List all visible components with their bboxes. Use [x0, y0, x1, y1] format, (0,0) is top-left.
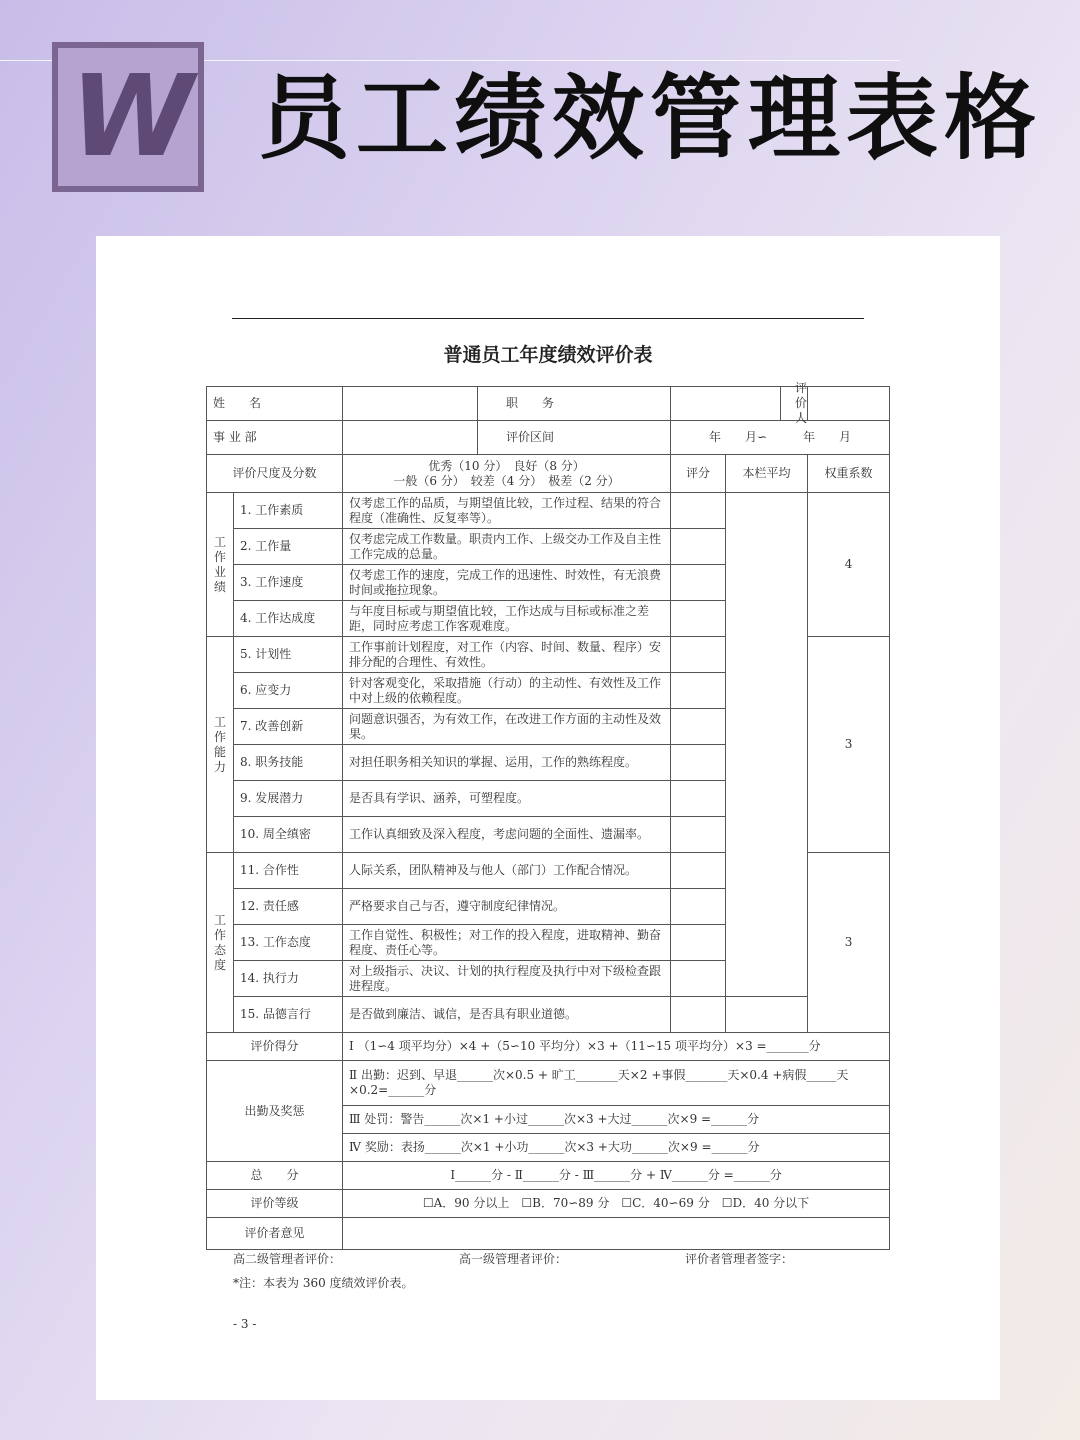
- form-title: 普通员工年度绩效评价表: [443, 344, 653, 366]
- score-cell[interactable]: [671, 781, 726, 817]
- evaluation-table: [206, 381, 890, 1250]
- score-cell[interactable]: [671, 997, 726, 1033]
- criteria-description: 工作自觉性、积极性；对工作的投入程度，进取精神、勤奋程度、责任心等。: [343, 925, 671, 961]
- score-cell[interactable]: [671, 817, 726, 853]
- info-row-2: [207, 421, 890, 455]
- criteria-name: 13. 工作态度: [234, 925, 343, 961]
- total-row: [207, 1162, 890, 1190]
- criteria-name: 4. 工作达成度: [234, 601, 343, 637]
- criteria-name: 1. 工作素质: [234, 493, 343, 529]
- score-cell[interactable]: [671, 925, 726, 961]
- attendance-row: [207, 1061, 890, 1106]
- group-label-char: 作: [213, 729, 226, 744]
- criteria-name: 14. 执行力: [234, 961, 343, 997]
- attendance-label: 出勤及奖惩: [207, 1061, 343, 1162]
- department-field[interactable]: [343, 421, 478, 454]
- criteria-description: 对担任职务相关知识的掌握、运用，工作的熟练程度。: [343, 745, 671, 781]
- grade-label: 评价等级: [207, 1190, 343, 1218]
- score-cell[interactable]: [671, 961, 726, 997]
- opinion-field[interactable]: [343, 1218, 890, 1250]
- opinion-label: 评价者意见: [207, 1218, 343, 1250]
- criteria-description: 问题意识强否，为有效工作，在改进工作方面的主动性及效果。: [343, 709, 671, 745]
- score-row-label: 评价得分: [207, 1033, 343, 1061]
- criteria-name: 7. 改善创新: [234, 709, 343, 745]
- criteria-name: 5. 计划性: [234, 637, 343, 673]
- scale-line-1: 优秀（10 分） 良好（8 分）: [428, 458, 585, 473]
- score-cell[interactable]: [671, 601, 726, 637]
- scale-label: 评价尺度及分数: [207, 455, 343, 493]
- criteria-name: 10. 周全缜密: [234, 817, 343, 853]
- weight-value: 4: [808, 493, 890, 637]
- penalty-formula[interactable]: Ⅲ 处罚：警告______次×1 +小过______次×3 +大过______次×9 =______分: [343, 1106, 890, 1134]
- department-label: 事 业 部: [207, 421, 343, 455]
- criteria-row: [207, 493, 890, 529]
- criteria-description: 对上级指示、决议、计划的执行程度及执行中对下级检查跟进程度。: [343, 961, 671, 997]
- form-note: *注：本表为 360 度绩效评价表。: [233, 1276, 414, 1290]
- criteria-description: 工作认真细致及深入程度，考虑问题的全面性、遗漏率。: [343, 817, 671, 853]
- criteria-name: 2. 工作量: [234, 529, 343, 565]
- criteria-description: 仅考虑工作的品质，与期望值比较，工作过程、结果的符合程度（准确性、反复率等）。: [343, 493, 671, 529]
- page-title: 员工绩效管理表格: [258, 65, 1043, 172]
- group-label-char: 作: [213, 549, 226, 564]
- column-average-cell[interactable]: [726, 493, 808, 997]
- criteria-description: 是否具有学识、涵养，可塑程度。: [343, 781, 671, 817]
- score-cell[interactable]: [671, 889, 726, 925]
- score-row: [207, 1033, 890, 1061]
- group-label-char: 度: [213, 957, 226, 972]
- criteria-description: 是否做到廉洁、诚信，是否具有职业道德。: [343, 997, 671, 1033]
- criteria-name: 11. 合作性: [234, 853, 343, 889]
- group-label-char: 力: [213, 759, 226, 774]
- score-cell[interactable]: [671, 853, 726, 889]
- group-label-char: 工: [213, 912, 226, 927]
- criteria-description: 工作事前计划程度，对工作（内容、时间、数量、程序）安排分配的合理性、有效性。: [343, 637, 671, 673]
- evaluator-label: 评 价 人: [795, 381, 808, 425]
- attendance-formula[interactable]: Ⅱ 出勤：迟到、早退______次×0.5 + 旷工_______天×2 +事假_______天×0.4 +病假_____天×0.2=______分: [343, 1061, 890, 1106]
- scale-row: [207, 455, 890, 493]
- logo-letter: W: [70, 52, 186, 182]
- top-rule: [232, 318, 864, 319]
- total-formula[interactable]: Ⅰ______分 - Ⅱ______分 - Ⅲ______分 + Ⅳ______分 =______分: [343, 1162, 890, 1190]
- document-page: [96, 236, 1000, 1400]
- scale-description: [343, 455, 671, 493]
- group-label-char: 工: [213, 714, 226, 729]
- criteria-description: 严格要求自己与否，遵守制度纪律情况。: [343, 889, 671, 925]
- signature-evaluator: 评价者管理者签字：: [685, 1252, 794, 1266]
- group-label: [207, 637, 234, 853]
- group-label: [207, 853, 234, 1033]
- group-label-char: 作: [213, 927, 226, 942]
- criteria-description: 仅考虑工作的速度，完成工作的迅速性、时效性，有无浪费时间或拖拉现象。: [343, 565, 671, 601]
- reward-formula[interactable]: Ⅳ 奖励：表扬______次×1 +小功______次×3 +大功______次×9 =______分: [343, 1134, 890, 1162]
- position-label: 职 务: [506, 396, 561, 410]
- criteria-name: 9. 发展潜力: [234, 781, 343, 817]
- weight-value: 3: [808, 637, 890, 853]
- position-field-cell: [671, 381, 808, 425]
- criteria-name: 6. 应变力: [234, 673, 343, 709]
- page-number: - 3 -: [233, 1317, 257, 1331]
- group-label-char: 工: [213, 534, 226, 549]
- score-cell[interactable]: [671, 493, 726, 529]
- average-header: 本栏平均: [726, 455, 808, 493]
- period-value[interactable]: 年 月∽ 年 月: [671, 421, 890, 455]
- score-cell[interactable]: [671, 637, 726, 673]
- group-label-char: 态: [213, 942, 226, 957]
- grade-options[interactable]: ☐A．90 分以上 ☐B．70∽89 分 ☐C．40∽69 分 ☐D．40 分以下: [343, 1190, 890, 1218]
- name-and-position-cells: [343, 387, 671, 421]
- group-label-char: 绩: [213, 579, 226, 594]
- name-field[interactable]: [343, 387, 478, 420]
- criteria-name: 12. 责任感: [234, 889, 343, 925]
- score-cell[interactable]: [671, 745, 726, 781]
- weight-header: 权重系数: [808, 455, 890, 493]
- group-label-char: 能: [213, 744, 226, 759]
- signature-level-1: 高一级管理者评价：: [459, 1252, 568, 1266]
- opinion-row: [207, 1218, 890, 1250]
- score-cell[interactable]: [671, 709, 726, 745]
- score-formula[interactable]: Ⅰ （1∽4 项平均分）×4 +（5∽10 平均分）×3 +（11∽15 项平均分）×3 =_______分: [343, 1033, 890, 1061]
- evaluator-field[interactable]: [808, 387, 890, 421]
- score-cell[interactable]: [671, 529, 726, 565]
- info-row-1: [207, 387, 890, 421]
- score-cell[interactable]: [671, 673, 726, 709]
- criteria-name: 8. 职务技能: [234, 745, 343, 781]
- name-label: 姓 名: [207, 387, 343, 421]
- period-label: 评价区间: [506, 430, 555, 444]
- grade-row: [207, 1190, 890, 1218]
- scale-line-2: 一般（6 分） 较差（4 分） 极差（2 分）: [393, 473, 620, 488]
- criteria-description: 针对客观变化，采取措施（行动）的主动性、有效性及工作中对上级的依赖程度。: [343, 673, 671, 709]
- criteria-name: 3. 工作速度: [234, 565, 343, 601]
- score-header: 评分: [671, 455, 726, 493]
- department-and-period-cells: [343, 421, 671, 455]
- total-label: 总 分: [207, 1162, 343, 1190]
- word-logo-icon: [52, 42, 204, 192]
- criteria-description: 仅考虑完成工作数量。职责内工作、上级交办工作及自主性工作完成的总量。: [343, 529, 671, 565]
- weight-value: 3: [808, 853, 890, 1033]
- criteria-name: 15. 品德言行: [234, 997, 343, 1033]
- signature-level-2: 高二级管理者评价：: [233, 1252, 342, 1266]
- group-label: [207, 493, 234, 637]
- position-field[interactable]: [671, 387, 781, 420]
- group-label-char: 业: [213, 564, 226, 579]
- criteria-description: 人际关系，团队精神及与他人（部门）工作配合情况。: [343, 853, 671, 889]
- score-cell[interactable]: [671, 565, 726, 601]
- criteria-description: 与年度目标或与期望值比较，工作达成与目标或标准之差距，同时应考虑工作客观难度。: [343, 601, 671, 637]
- criteria-row: [207, 997, 890, 1033]
